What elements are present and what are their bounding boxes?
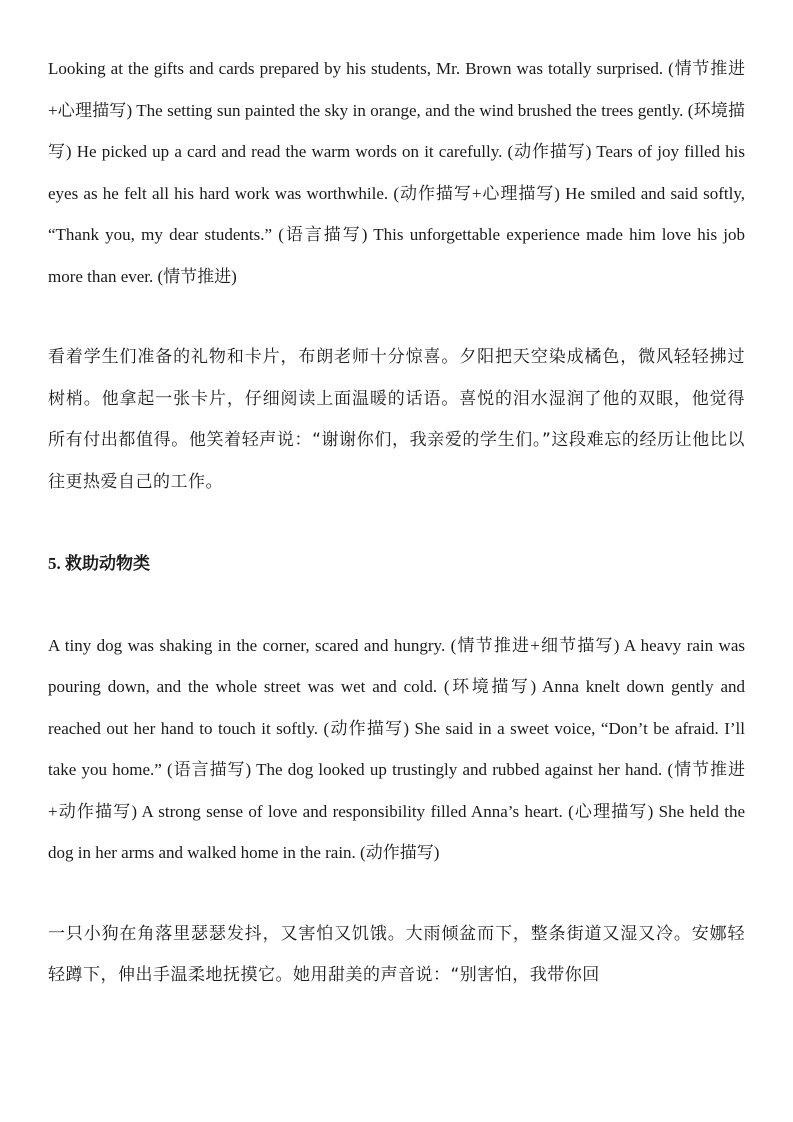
paragraph-spacer	[48, 297, 745, 337]
paragraph-teacher-chinese: 看着学生们准备的礼物和卡片，布朗老师十分惊喜。夕阳把天空染成橘色，微风轻轻拂过树梢。他拿起一张卡片，仔细阅读上面温暖的话语。喜悦的泪水湿润了他的双眼，他觉得所有付出都值得。他笑着轻声说：“谢谢你们，我亲爱的学生们。”这段难忘的经历让他比以往更热爱自己的工作。	[48, 347, 745, 492]
paragraph-spacer	[48, 503, 745, 543]
paragraph-teacher-english: Looking at the gifts and cards prepared by his students, Mr. Brown was totally surprised. (情节推进+心理描写) The setting sun painted the sky in orange, and the wind brushed the trees gently. (环境描写) He picked up a card and read the warm words on it carefully. (动作描写) Tears of joy filled his eyes as he felt all his hard work was worthwhile. (动作描写+心理描写) He smiled and said softly, “Thank you, my dear students.” (语言描写) This unforgettable experience made him love his job more than ever. (情节推进)	[48, 59, 745, 286]
paragraph-dog-english: A tiny dog was shaking in the corner, scared and hungry. (情节推进+细节描写) A heavy rain was pouring down, and the whole street was wet and cold. (环境描写) Anna knelt down gently and reached out her hand to touch it softly. (动作描写) She said in a sweet voice, “Don’t be afraid. I’ll take you home.” (语言描写) The dog looked up trustingly and rubbed against her hand. (情节推进+动作描写) A strong sense of love and responsibility filled Anna’s heart. (心理描写) She held the dog in her arms and walked home in the rain. (动作描写)	[48, 635, 745, 862]
document-page	[48, 48, 745, 997]
paragraph-spacer	[48, 585, 745, 625]
section-heading-animal-rescue: 5. 救助动物类	[48, 554, 150, 573]
paragraph-spacer	[48, 874, 745, 914]
paragraph-dog-chinese: 一只小狗在角落里瑟瑟发抖，又害怕又饥饿。大雨倾盆而下，整条街道又湿又冷。安娜轻轻蹲下，伸出手温柔地抚摸它。她用甜美的声音说：“别害怕，我带你回	[48, 923, 745, 985]
